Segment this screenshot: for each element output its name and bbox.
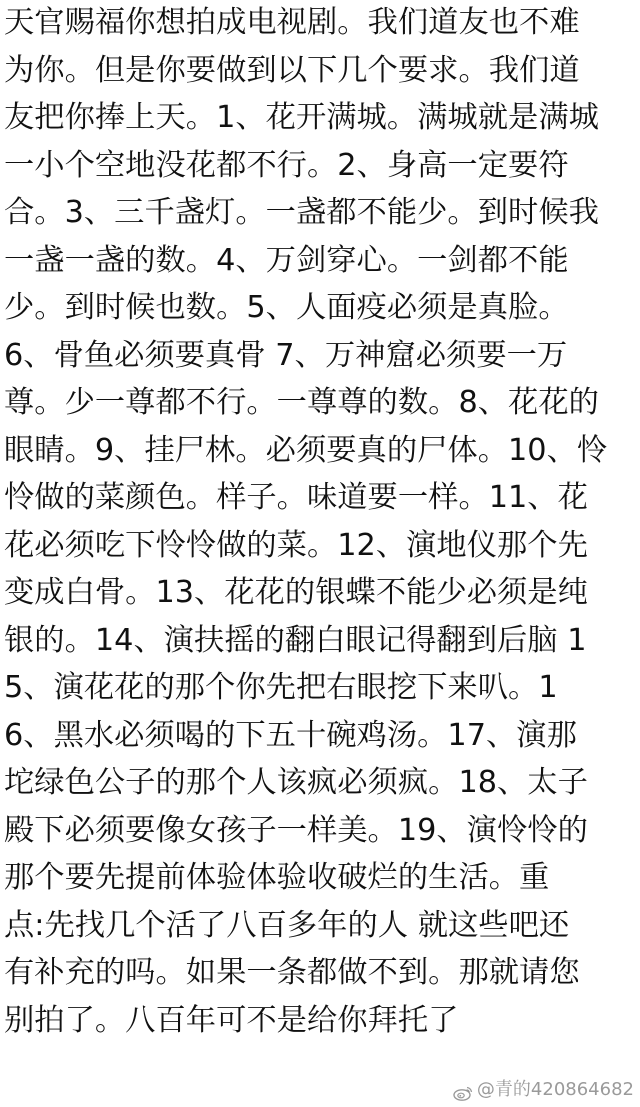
text-line: 天官赐福你想拍成电视剧。我们道友也不难	[4, 5, 580, 40]
text-line: 那个要先提前体验体验收破烂的生活。重	[4, 860, 550, 895]
watermark-text: @青的420864682	[476, 1079, 634, 1100]
text-line: 殿下必须要像女孩子一样美。19、演怜怜的	[4, 812, 588, 848]
text-line: 坨绿色公子的那个人该疯必须疯。18、太子	[4, 765, 588, 800]
text-line: 为你。但是你要做到以下几个要求。我们道	[4, 52, 580, 88]
text-line: 怜做的菜颜色。样子。味道要一样。11、花	[4, 480, 588, 515]
text-line: 6、黑水必须喝的下五十碗鸡汤。17、演那	[4, 717, 577, 753]
text-line: 合。3、三千盏灯。一盏都不能少。到时候我	[4, 195, 599, 230]
text-line: 一小个空地没花都不行。2、身高一定要符	[4, 147, 569, 183]
text-line: 眼睛。9、挂尸林。必须要真的尸体。10、怜	[4, 432, 608, 468]
text-line: 5、演花花的那个你先把右眼挖下来叭。1	[4, 670, 558, 705]
text-line: 少。到时候也数。5、人面疫必须是真脸。	[4, 290, 569, 325]
text-line: 花必须吃下怜怜做的菜。12、演地仪那个先	[4, 527, 588, 563]
text-line: 变成白骨。13、花花的银蝶不能少必须是纯	[4, 575, 588, 610]
weibo-watermark	[453, 1076, 634, 1104]
text-line: 银的。14、演扶摇的翻白眼记得翻到后脑 1	[4, 622, 587, 658]
weibo-icon	[453, 1082, 473, 1098]
text-line: 尊。少一尊都不行。一尊尊的数。8、花花的	[4, 385, 599, 420]
text-line: 有补充的吗。如果一条都做不到。那就请您	[4, 955, 580, 990]
text-line: 别拍了。八百年可不是给你拜托了	[4, 1002, 459, 1038]
text-line: 6、骨鱼必须要真骨 7、万神窟必须要一万	[4, 337, 568, 373]
text-line: 一盏一盏的数。4、万剑穿心。一剑都不能	[4, 242, 569, 278]
text-line: 点:先找几个活了八百多年的人 就这些吧还	[4, 907, 570, 943]
text-line: 友把你捧上天。1、花开满城。满城就是满城	[4, 100, 599, 135]
